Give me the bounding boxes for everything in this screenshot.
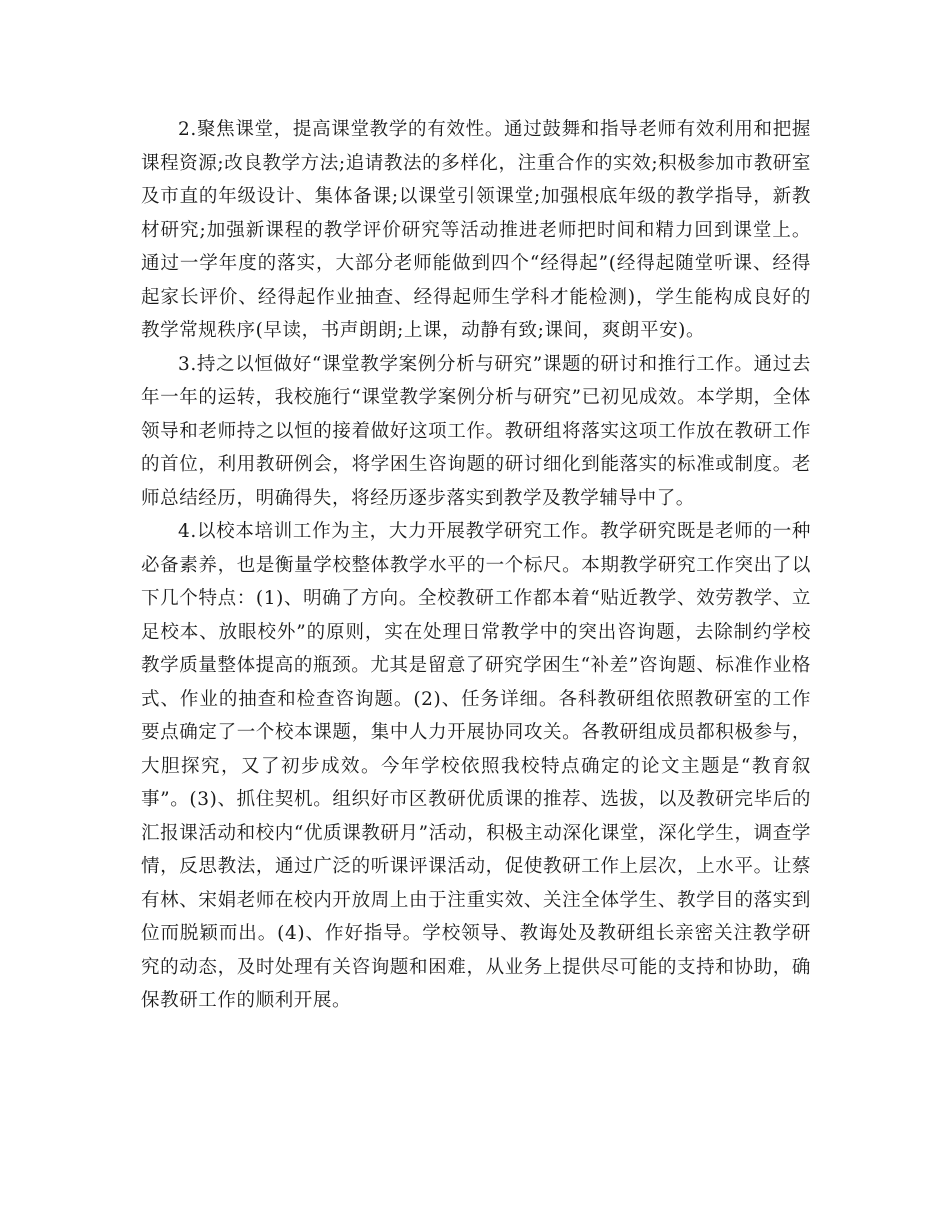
document-body bbox=[141, 113, 811, 1018]
paragraph-3: 3.持之以恒做好“课堂教学案例分析与研究”课题的研讨和推行工作。通过去年一年的运转，我校施行“课堂教学案例分析与研究”已初见成效。本学期，全体领导和老师持之以恒的接着做好这项工作。教研组将落实这项工作放在教研工作的首位，利用教研例会，将学困生咨询题的研讨细化到能落实的标准或制度。老师总结经历，明确得失，将经历逐步落实到教学及教学辅导中了。 bbox=[141, 353, 811, 509]
paragraph-4: 4.以校本培训工作为主，大力开展教学研究工作。教学研究既是老师的一种必备素养，也是衡量学校整体教学水平的一个标尺。本期教学研究工作突出了以下几个特点：(1)、明确了方向。全校教研工作都本着“贴近教学、效劳教学、立足校本、放眼校外”的原则，实在处理日常教学中的突出咨询题，去除制约学校教学质量整体提高的瓶颈。尤其是留意了研究学困生“补差”咨询题、标准作业格式、作业的抽查和检查咨询题。(2)、任务详细。各科教研组依照教研室的工作要点确定了一个校本课题，集中人力开展协同攻关。各教研组成员都积极参与，大胆探究，又了初步成效。今年学校依照我校特点确定的论文主题是“教育叙事”。(3)、抓住契机。组织好市区教研优质课的推荐、选拔，以及教研完毕后的汇报课活动和校内“优质课教研月”活动，积极主动深化课堂，深化学生，调查学情，反思教法，通过广泛的听课评课活动，促使教研工作上层次，上水平。让蔡有林、宋娟老师在校内开放周上由于注重实效、关注全体学生、教学目的落实到位而脱颖而出。(4)、作好指导。学校领导、教诲处及教研组长亲密关注教学研究的动态，及时处理有关咨询题和困难，从业务上提供尽可能的支持和协助，确保教研工作的顺利开展。 bbox=[141, 521, 811, 1011]
paragraph-2: 2.聚焦课堂，提高课堂教学的有效性。通过鼓舞和指导老师有效利用和把握课程资源;改良教学方法;追请教法的多样化，注重合作的实效;积极参加市教研室及市直的年级设计、集体备课;以课堂引领课堂;加强根底年级的教学指导，新教材研究;加强新课程的教学评价研究等活动推进老师把时间和精力回到课堂上。通过一学年度的落实，大部分老师能做到四个“经得起”(经得起随堂听课、经得起家长评价、经得起作业抽查、经得起师生学科才能检测)，学生能构成良好的教学常规秩序(早读，书声朗朗;上课，动静有致;课间，爽朗平安)。 bbox=[141, 119, 811, 341]
